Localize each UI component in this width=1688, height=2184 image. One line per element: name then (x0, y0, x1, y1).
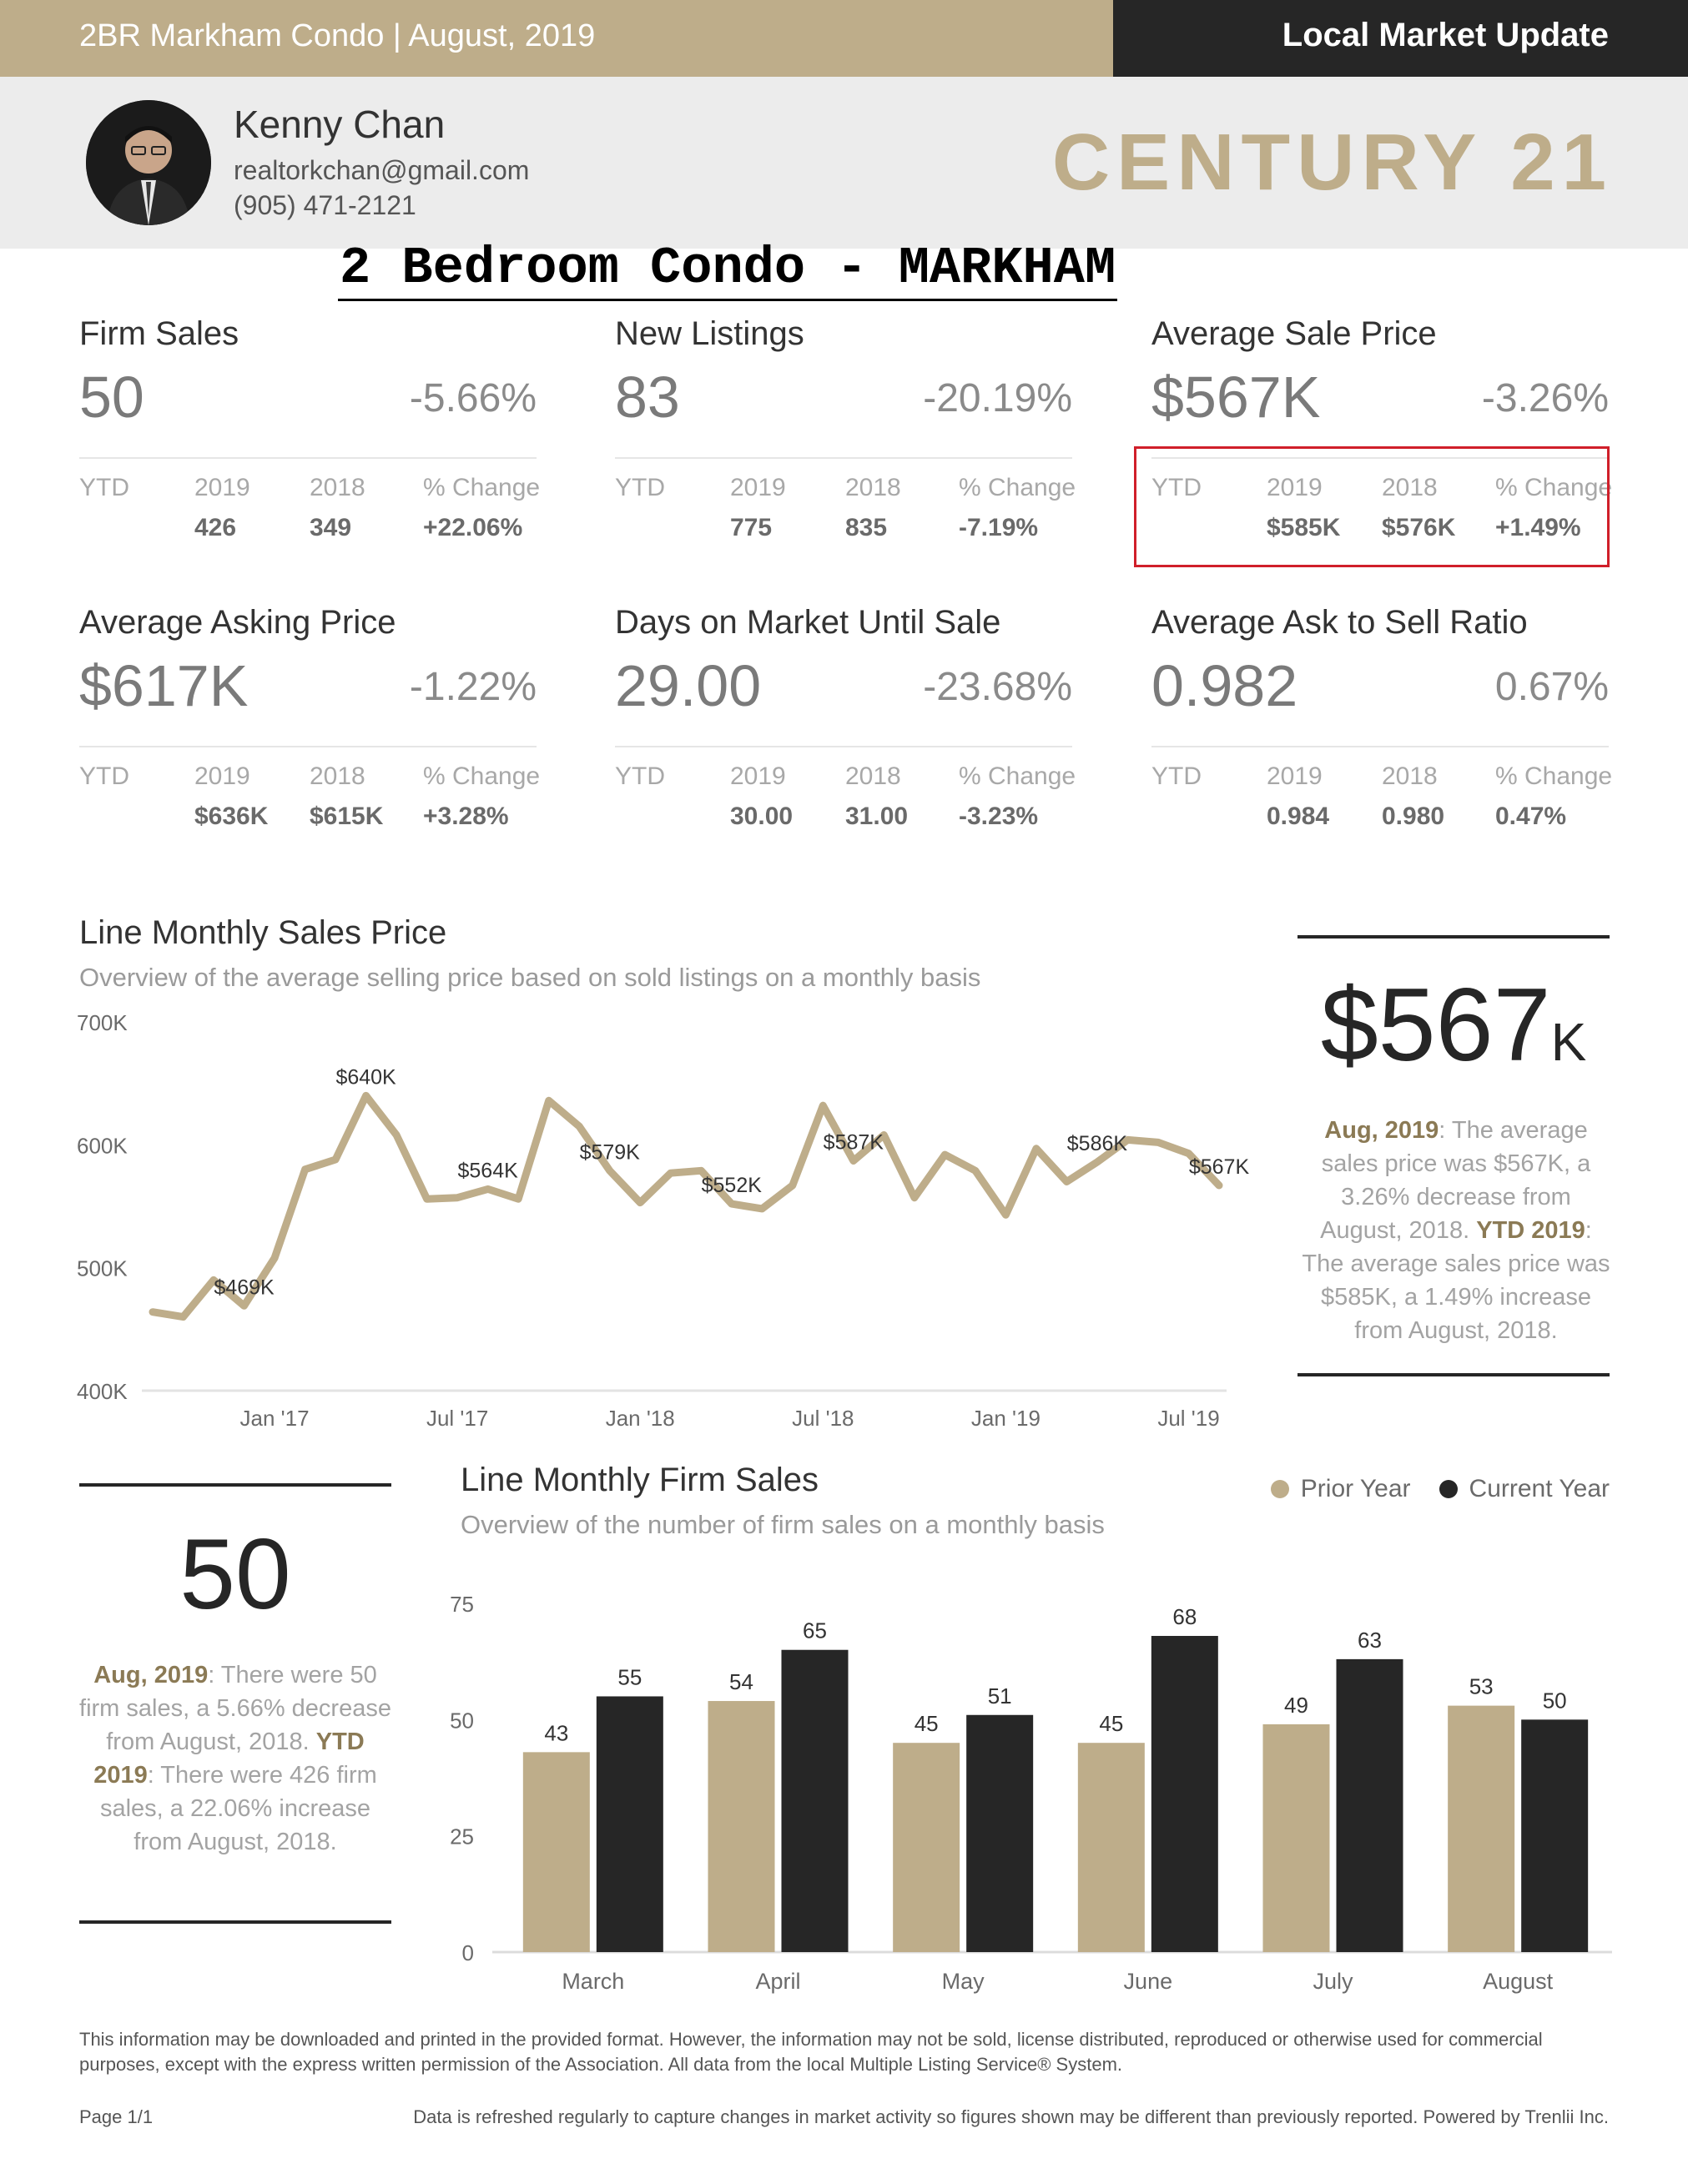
ytd-2018-value: $615K (310, 803, 384, 830)
data-point (607, 1167, 613, 1174)
divider (79, 457, 537, 459)
card-title: Average Asking Price (79, 604, 396, 641)
col-change: % Change (1495, 474, 1613, 501)
page-heading: 2 Bedroom Condo - MARKHAM (338, 239, 1117, 301)
report-title: 2BR Markham Condo | August, 2019 (79, 18, 596, 53)
bar-value-label: 54 (729, 1669, 753, 1695)
bar-value-label: 51 (987, 1683, 1012, 1708)
bar-value-label: 45 (914, 1711, 939, 1737)
bar-prior-year (893, 1743, 960, 1952)
bar-value-label: 55 (617, 1664, 642, 1690)
sales-price-summary (1297, 1114, 1615, 1347)
divider (79, 1483, 391, 1487)
col-2018: 2018 (1382, 762, 1438, 790)
data-point (758, 1205, 765, 1212)
data-label: $579K (579, 1140, 640, 1165)
x-tick-label: Jul '17 (426, 1406, 489, 1431)
data-point (271, 1255, 278, 1261)
ytd-label: YTD (79, 762, 129, 790)
ytd-label: YTD (615, 474, 665, 501)
ytd-label: YTD (1151, 474, 1202, 501)
summary-ytd-text: : The average sales price was $585K, a 1.49% increase from August, 2018. (1302, 1217, 1610, 1344)
y-tick-label: 600K (77, 1133, 128, 1159)
col-change: % Change (423, 762, 541, 790)
y-tick-label: 500K (77, 1256, 128, 1281)
local-market-update-title: Local Market Update (1282, 17, 1609, 53)
card-value: 83 (615, 365, 680, 430)
data-point (1033, 1145, 1040, 1152)
col-change: % Change (959, 474, 1076, 501)
summary-ytd: YTD 2019 (93, 1729, 365, 1789)
y-tick-label: 50 (450, 1708, 474, 1734)
bar-prior-year (523, 1752, 590, 1952)
legend-current-swatch (1439, 1480, 1458, 1498)
col-2019: 2019 (194, 762, 250, 790)
person-icon (86, 100, 211, 225)
card-value: $617K (79, 653, 249, 718)
ytd-label: YTD (79, 474, 129, 501)
divider (1297, 1373, 1610, 1376)
data-point (149, 1309, 156, 1316)
firm-sales-bar-chart (442, 1568, 1619, 2002)
sales-price-line (153, 1095, 1219, 1316)
highlight-box (1134, 446, 1613, 567)
divider (1151, 746, 1609, 747)
ytd-2018-value: 0.980 (1382, 803, 1445, 830)
ytd-2019-value: $585K (1267, 514, 1341, 541)
card-value: $567K (1151, 365, 1321, 430)
agent-name: Kenny Chan (234, 103, 446, 146)
data-point (180, 1314, 187, 1321)
data-label: $640K (335, 1065, 396, 1089)
ytd-label: YTD (615, 762, 665, 790)
ytd-change-value: +22.06% (423, 514, 523, 541)
data-point (1063, 1179, 1070, 1185)
divider (615, 457, 1072, 459)
stat-card-ask-to-sell-ratio (1151, 604, 1613, 879)
x-category-label: April (755, 1969, 801, 1994)
ytd-2019-value: 0.984 (1267, 803, 1330, 830)
x-category-label: March (562, 1969, 625, 1994)
card-change: -5.66% (409, 376, 537, 420)
bar-value-label: 53 (1469, 1673, 1494, 1699)
current-firm-sales: 50 (179, 1518, 291, 1630)
bar-current-year (782, 1650, 849, 1952)
x-tick-label: Jan '17 (239, 1406, 310, 1431)
col-2018: 2018 (845, 474, 901, 501)
data-label: $564K (457, 1159, 518, 1183)
x-category-label: May (941, 1969, 985, 1994)
ytd-change-value: +3.28% (423, 803, 509, 830)
bar-current-year (1521, 1719, 1588, 1952)
current-average-price-value: $567 (1320, 968, 1551, 1083)
ytd-change-value: -3.23% (959, 803, 1039, 830)
x-tick-label: Jul '18 (792, 1406, 854, 1431)
ytd-2019-value: 426 (194, 514, 237, 541)
col-change: % Change (423, 474, 541, 501)
bar-value-label: 49 (1284, 1692, 1308, 1718)
agent-avatar (86, 100, 211, 225)
data-label: $567K (1188, 1155, 1250, 1179)
data-point (485, 1185, 491, 1192)
col-change: % Change (1495, 762, 1613, 790)
data-label: $586K (1066, 1131, 1128, 1155)
summary-text: : There were 50 firm sales, a 5.66% decrease from August, 2018. (79, 1662, 391, 1755)
card-title: Average Ask to Sell Ratio (1151, 604, 1528, 641)
bar-value-label: 45 (1099, 1711, 1124, 1737)
col-2018: 2018 (310, 762, 365, 790)
divider (79, 746, 537, 747)
ytd-label: YTD (1151, 762, 1202, 790)
century21-logo: CENTURY 21 (1051, 118, 1613, 207)
bar-value-label: 43 (544, 1720, 569, 1746)
x-tick-label: Jan '18 (605, 1406, 675, 1431)
ytd-2018-value: 835 (845, 514, 888, 541)
data-point (332, 1156, 339, 1163)
sales-price-chart-title: Line Monthly Sales Price (79, 914, 447, 951)
firm-sales-summary (79, 1658, 391, 1859)
data-point (1216, 1182, 1222, 1189)
col-2018: 2018 (310, 474, 365, 501)
ytd-2018-value: 349 (310, 514, 352, 541)
firm-sales-chart-subtitle: Overview of the number of firm sales on a monthly basis (461, 1510, 1105, 1539)
col-2019: 2019 (194, 474, 250, 501)
card-title: Firm Sales (79, 315, 239, 352)
ytd-2018-value: 31.00 (845, 803, 909, 830)
data-point (911, 1195, 918, 1201)
summary-text: : The average sales price was $567K, a 3.26% decrease from August, 2018. (1320, 1117, 1591, 1244)
x-tick-label: Jul '19 (1157, 1406, 1220, 1431)
stat-card-average-asking-price (79, 604, 541, 879)
card-change: -1.22% (409, 665, 537, 709)
current-average-price-unit: K (1550, 1012, 1587, 1072)
ytd-2019-value: 775 (730, 514, 773, 541)
bar-prior-year (1263, 1724, 1330, 1952)
col-2019: 2019 (1267, 474, 1323, 501)
bar-value-label: 63 (1358, 1627, 1382, 1653)
ytd-2018-value: $576K (1382, 514, 1456, 541)
data-point (972, 1167, 979, 1174)
y-tick-label: 75 (450, 1592, 474, 1617)
card-value: 50 (79, 365, 144, 430)
bar-value-label: 65 (803, 1618, 827, 1643)
divider (615, 746, 1072, 747)
x-category-label: August (1483, 1969, 1554, 1994)
legend-current-label: Current Year (1469, 1475, 1610, 1502)
bar-current-year (1151, 1636, 1218, 1952)
data-point (363, 1092, 370, 1099)
stat-card-new-listings (615, 315, 1076, 591)
data-point (789, 1182, 796, 1189)
agent-phone[interactable]: (905) 471-2121 (234, 190, 416, 220)
chart-legend (1271, 1475, 1610, 1503)
firm-sales-chart-title: Line Monthly Firm Sales (461, 1462, 819, 1498)
data-point (728, 1200, 735, 1207)
data-point (1002, 1211, 1009, 1218)
data-label: $587K (823, 1130, 884, 1155)
data-point (850, 1157, 857, 1164)
data-point (1155, 1139, 1161, 1145)
data-point (241, 1302, 248, 1309)
y-tick-label: 25 (450, 1824, 474, 1849)
data-point (637, 1200, 643, 1206)
bar-value-label: 50 (1542, 1688, 1567, 1713)
bar-current-year (597, 1696, 663, 1952)
summary-date: Aug, 2019 (1324, 1117, 1439, 1144)
data-point (515, 1195, 522, 1202)
stat-card-firm-sales (79, 315, 541, 591)
col-2019: 2019 (730, 474, 786, 501)
ytd-change-value: -7.19% (959, 514, 1039, 541)
card-change: -3.26% (1481, 376, 1609, 420)
x-category-label: July (1313, 1969, 1353, 1994)
legend-prior-swatch (1271, 1480, 1289, 1498)
summary-date: Aug, 2019 (93, 1662, 209, 1688)
data-point (424, 1195, 431, 1202)
card-value: 29.00 (615, 653, 762, 718)
summary-ytd-text: : There were 426 firm sales, a 22.06% increase from August, 2018. (99, 1762, 377, 1855)
x-tick-label: Jan '19 (970, 1406, 1041, 1431)
data-point (393, 1132, 400, 1139)
sales-price-line-chart (0, 1001, 1252, 1443)
current-average-price (1297, 966, 1610, 1084)
bar-prior-year (708, 1701, 775, 1952)
col-2018: 2018 (1382, 474, 1438, 501)
data-point (1094, 1159, 1101, 1165)
y-tick-label: 0 (461, 1940, 474, 1965)
legend-prior-label: Prior Year (1300, 1475, 1411, 1502)
col-2019: 2019 (1267, 762, 1323, 790)
card-change: -20.19% (923, 376, 1072, 420)
summary-ytd: YTD 2019 (1476, 1217, 1585, 1244)
x-category-label: June (1123, 1969, 1173, 1994)
data-label: $552K (701, 1174, 762, 1198)
ytd-change-value: 0.47% (1495, 803, 1567, 830)
divider (1297, 935, 1610, 939)
stat-card-days-on-market (615, 604, 1076, 879)
y-tick-label: 700K (77, 1010, 128, 1035)
data-point (576, 1123, 582, 1130)
col-2019: 2019 (730, 762, 786, 790)
y-tick-label: 400K (77, 1379, 128, 1404)
bar-current-year (1337, 1659, 1403, 1952)
card-value: 0.982 (1151, 653, 1298, 718)
data-point (302, 1166, 309, 1173)
col-2018: 2018 (845, 762, 901, 790)
agent-email[interactable]: realtorkchan@gmail.com (234, 155, 530, 185)
data-label: $469K (214, 1276, 275, 1300)
card-change: 0.67% (1494, 665, 1609, 709)
bar-prior-year (1448, 1706, 1514, 1952)
data-point (819, 1102, 826, 1109)
ytd-2019-value: $636K (194, 803, 269, 830)
ytd-2019-value: 30.00 (730, 803, 794, 830)
data-point (546, 1097, 552, 1104)
col-change: % Change (959, 762, 1076, 790)
data-point (454, 1195, 461, 1201)
card-change: -23.68% (923, 665, 1072, 709)
card-title: Days on Market Until Sale (615, 604, 1001, 641)
bar-current-year (966, 1715, 1033, 1952)
bar-value-label: 68 (1172, 1604, 1197, 1630)
data-point (941, 1151, 948, 1158)
disclaimer: This information may be downloaded and printed in the provided format. However, the information may not be sold, license distributed, reproduced or otherwise used for commercial purposes, except with the express written permission of the Association. All data from the local Multiple Listing Service® System. (79, 2029, 1543, 2075)
sales-price-chart-subtitle: Overview of the average selling price based on sold listings on a monthly basis (79, 963, 981, 992)
card-title: New Listings (615, 315, 804, 352)
divider (79, 1920, 391, 1924)
ytd-change-value: +1.49% (1495, 514, 1581, 541)
data-point (668, 1170, 674, 1176)
refresh-note: Data is refreshed regularly to capture changes in market activity so figures shown may be different than previously reported. Powered by Trenlii Inc. (413, 2106, 1609, 2127)
card-title: Average Sale Price (1151, 315, 1437, 352)
page-number: Page 1/1 (79, 2106, 154, 2127)
bar-prior-year (1078, 1743, 1145, 1952)
